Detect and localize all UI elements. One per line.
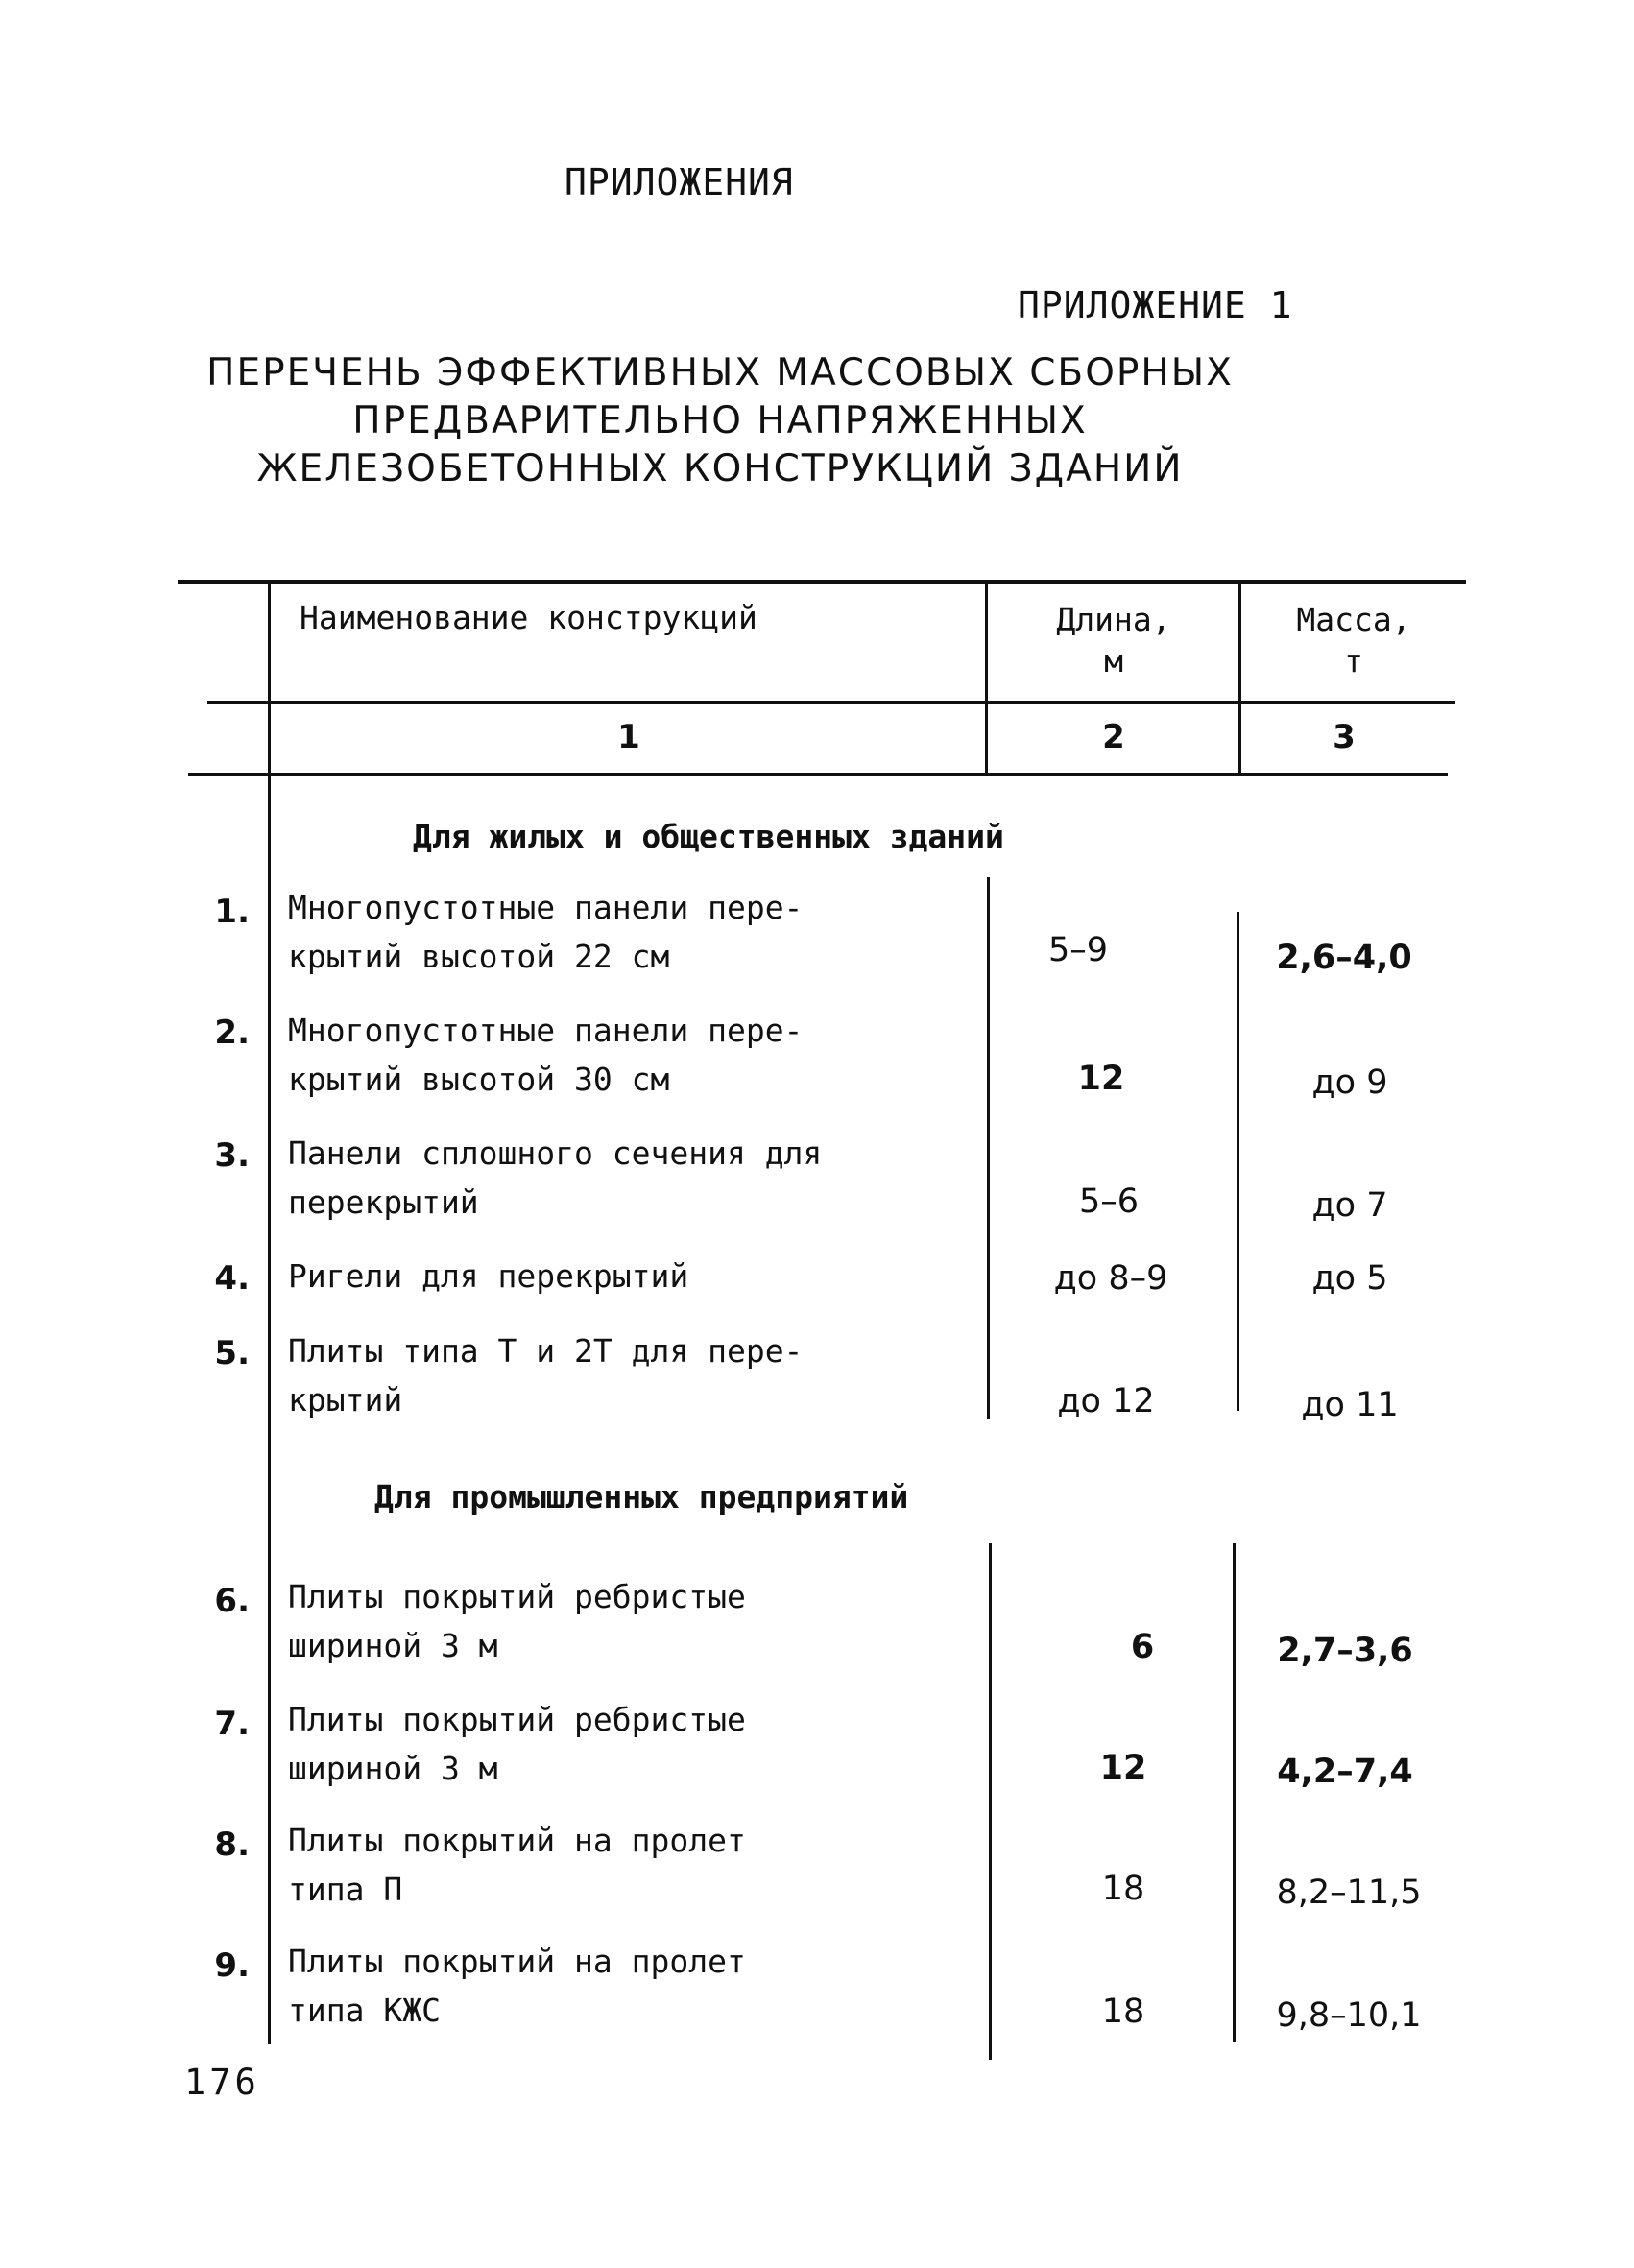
- row-number: 7.: [214, 1705, 250, 1743]
- document-title: [144, 349, 1296, 493]
- construction-name: Плиты покрытий на пролет типа П: [288, 1822, 746, 1908]
- appendix-label: ПРИЛОЖЕНИЕ 1: [1018, 284, 1293, 326]
- column-header-length-label: Длина,: [1056, 601, 1171, 638]
- row-number-column-divider: [268, 776, 271, 2044]
- construction-name: Панели сплошного сечения для перекрытий: [288, 1134, 823, 1221]
- row-number: 8.: [214, 1826, 250, 1864]
- mass-value: до 11: [1301, 1386, 1399, 1424]
- table-top-rule: [178, 580, 1466, 584]
- mass-value: 9,8–10,1: [1276, 1996, 1422, 2035]
- document-title-line: ПЕРЕЧЕНЬ ЭФФЕКТИВНЫХ МАССОВЫХ СБОРНЫХ: [206, 351, 1234, 394]
- construction-name: Ригели для перекрытий: [288, 1257, 689, 1295]
- mass-value: до 9: [1311, 1063, 1388, 1102]
- row-number: 4.: [214, 1259, 250, 1298]
- row-number: 6.: [214, 1582, 250, 1620]
- mass-value: до 5: [1311, 1259, 1388, 1298]
- column-number: 3: [1333, 718, 1356, 756]
- column-header-mass-label: Масса,: [1296, 601, 1411, 638]
- column-header-length-unit: м: [1104, 642, 1123, 680]
- construction-name: Многопустотные панели пере- крытий высотой 22 см: [288, 889, 804, 975]
- column-header-name: Наименование конструкций: [300, 599, 757, 636]
- length-value: 18: [1101, 1993, 1145, 2031]
- row-number: 2.: [214, 1014, 250, 1052]
- group-title: Для жилых и общественных зданий: [413, 818, 1004, 855]
- mass-value: 2,6–4,0: [1276, 939, 1412, 977]
- length-value: до 8–9: [1053, 1259, 1168, 1298]
- section-title: ПРИЛОЖЕНИЯ: [565, 161, 794, 203]
- header-divider-2: [985, 582, 988, 776]
- group-title: Для промышленных предприятий: [374, 1478, 909, 1516]
- row-number: 1.: [214, 893, 250, 931]
- length-value: 18: [1101, 1870, 1145, 1908]
- header-bottom-rule: [207, 701, 1455, 704]
- construction-name: Плиты покрытий на пролет типа КЖС: [288, 1943, 746, 2029]
- length-value: до 12: [1057, 1382, 1155, 1420]
- length-value: 5–9: [1048, 931, 1109, 969]
- row-number: 5.: [214, 1334, 250, 1373]
- length-value: 5–6: [1078, 1182, 1140, 1221]
- construction-name: Плиты покрытий ребристые шириной 3 м: [288, 1701, 746, 1787]
- column-numbers-bottom-rule: [188, 773, 1448, 776]
- row-number: 3.: [214, 1136, 250, 1175]
- construction-name: Плиты типа Т и 2Т для пере- крытий: [288, 1332, 804, 1419]
- column-number: 1: [617, 718, 640, 756]
- length-column-divider-group-1: [987, 877, 990, 1419]
- row-number: 9.: [214, 1946, 250, 1985]
- construction-name: Многопустотные панели пере- крытий высотой 30 см: [288, 1012, 804, 1098]
- column-header-length: [998, 601, 1229, 680]
- document-title-line: ЖЕЛЕЗОБЕТОННЫХ КОНСТРУКЦИЙ ЗДАНИЙ: [256, 447, 1184, 490]
- column-header-mass: [1248, 601, 1459, 680]
- length-value: 12: [1077, 1060, 1125, 1098]
- mass-column-divider-group-2: [1233, 1543, 1236, 2042]
- mass-value: 8,2–11,5: [1276, 1874, 1422, 1912]
- mass-value: до 7: [1311, 1186, 1388, 1225]
- page-number: 176: [184, 2062, 260, 2103]
- column-header-mass-unit: т: [1344, 642, 1363, 680]
- mass-value: 2,7–3,6: [1277, 1632, 1413, 1670]
- length-value: 12: [1099, 1749, 1147, 1787]
- header-divider-1: [268, 582, 271, 776]
- mass-column-divider-group-1: [1237, 912, 1239, 1411]
- column-number: 2: [1102, 718, 1125, 756]
- construction-name: Плиты покрытий ребристые шириной 3 м: [288, 1578, 746, 1664]
- document-title-line: ПРЕДВАРИТЕЛЬНО НАПРЯЖЕННЫХ: [352, 399, 1088, 442]
- length-column-divider-group-2: [989, 1543, 992, 2060]
- length-value: 6: [1130, 1628, 1155, 1666]
- mass-value: 4,2–7,4: [1277, 1753, 1413, 1791]
